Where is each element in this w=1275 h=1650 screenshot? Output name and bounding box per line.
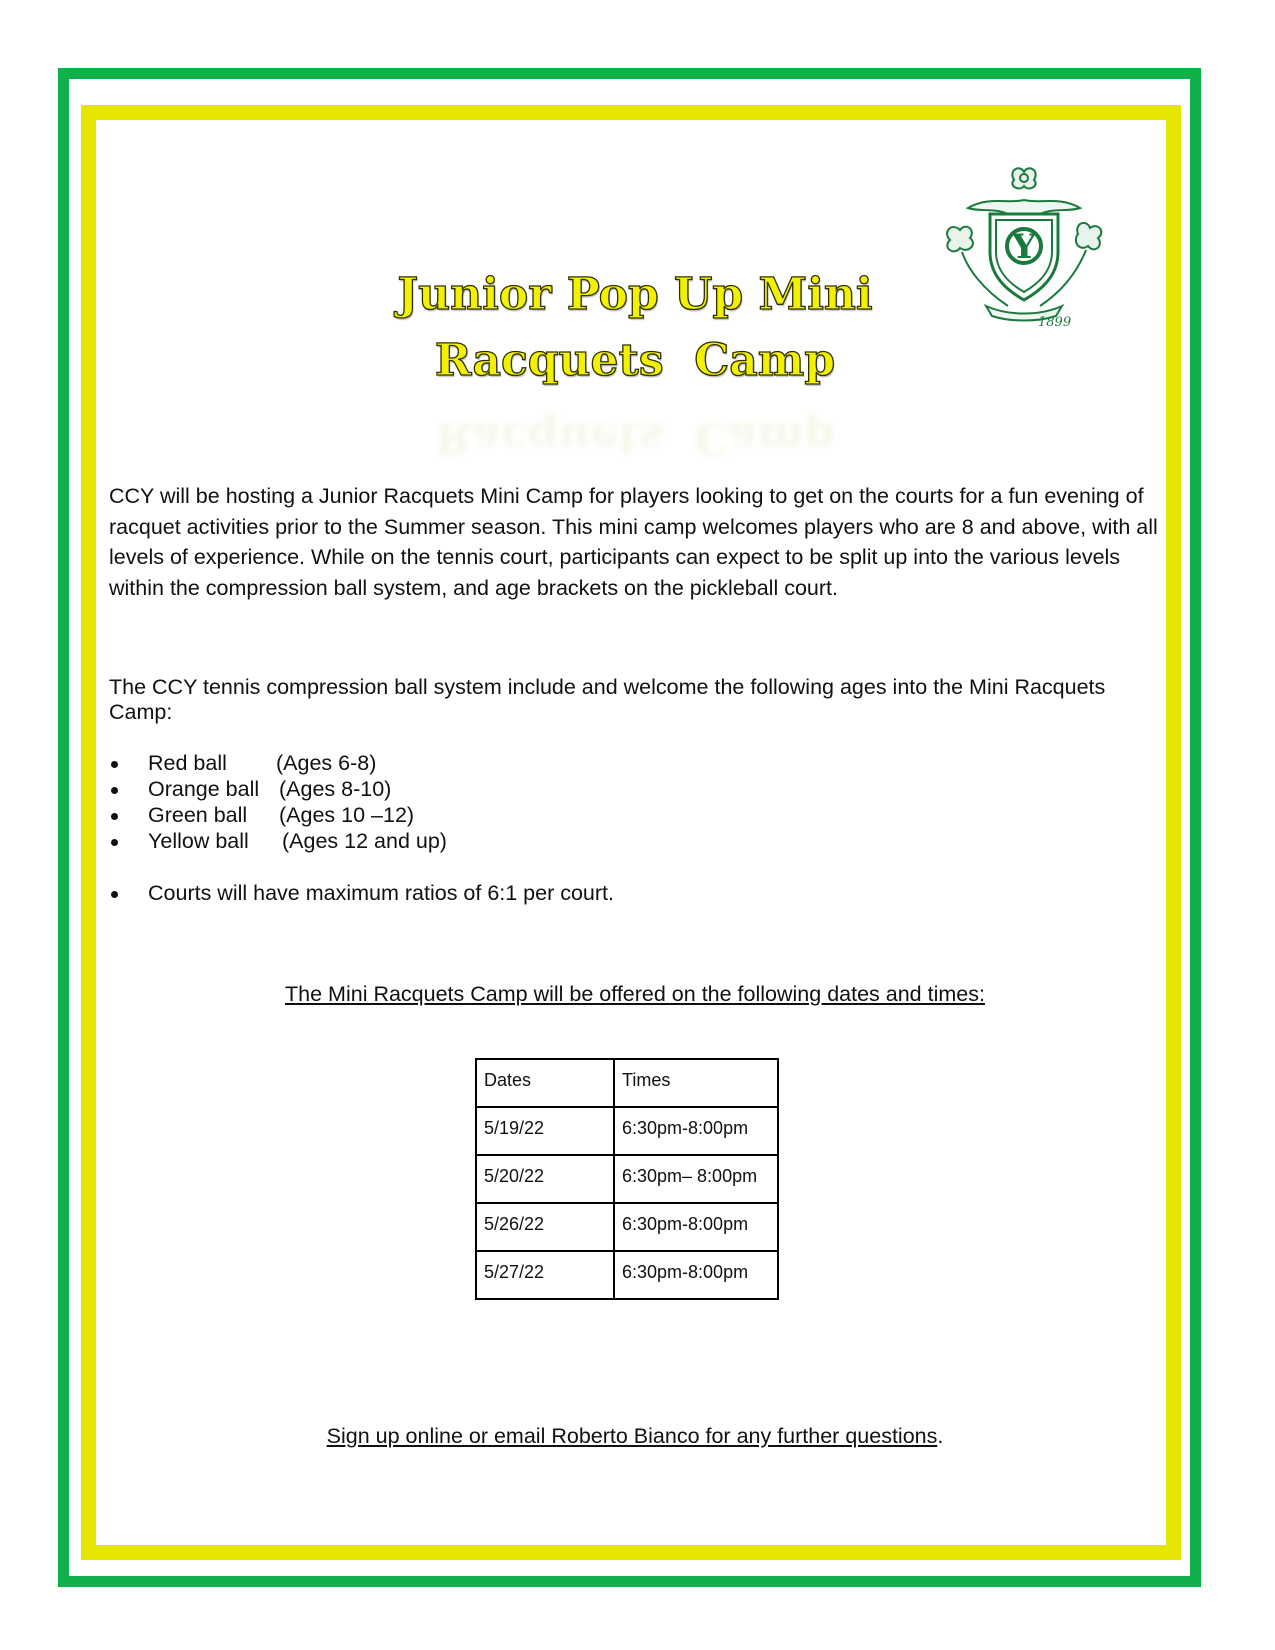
time-cell: 6:30pm– 8:00pm — [614, 1155, 778, 1203]
ball-ages: (Ages 12 and up) — [282, 829, 447, 853]
ball-name: Orange ball — [148, 777, 260, 801]
list-item — [109, 750, 909, 776]
ball-name: Yellow ball — [148, 829, 249, 853]
intro-paragraph: CCY will be hosting a Junior Racquets Mini Camp for players looking to get on the courts for a fun evening of racquet activities prior to the Summer season. This mini camp welcomes players who are 8 and above, with all levels of experience. While on the tennis court, participants can expect to be split up into the various levels within the compression ball system, and age brackets on the pickleball court. — [109, 484, 1158, 600]
table-row — [476, 1251, 778, 1299]
ball-list — [109, 750, 909, 854]
ratio-list — [109, 880, 614, 906]
signup-end: . — [937, 1424, 944, 1448]
header-dates: Dates — [476, 1059, 614, 1107]
date-cell: 5/27/22 — [476, 1251, 614, 1299]
time-cell: 6:30pm-8:00pm — [614, 1203, 778, 1251]
title-reflection-line: Racquets Camp — [434, 412, 836, 463]
table-row — [476, 1107, 778, 1155]
ball-ages: (Ages 10 –12) — [279, 803, 415, 827]
crest-year: 1899 — [1038, 315, 1072, 330]
header-times: Times — [614, 1059, 778, 1107]
ball-name: Red ball — [148, 751, 227, 775]
table-row — [476, 1155, 778, 1203]
title-reflection — [350, 370, 920, 470]
ball-ages: (Ages 8-10) — [279, 777, 392, 801]
list-item — [109, 776, 909, 802]
date-cell: 5/20/22 — [476, 1155, 614, 1203]
title-line-2: Racquets Camp — [434, 335, 836, 386]
schedule-heading: The Mini Racquets Camp will be offered on the following dates and times: — [285, 982, 985, 1006]
time-cell: 6:30pm-8:00pm — [614, 1251, 778, 1299]
table-row — [476, 1203, 778, 1251]
title-line-1: Junior Pop Up Mini — [397, 269, 873, 320]
table-header-row — [476, 1059, 778, 1107]
ratio-note: Courts will have maximum ratios of 6:1 per court. — [109, 880, 614, 906]
ccy-crest-icon — [928, 160, 1118, 330]
signup-note — [180, 1424, 1090, 1449]
ball-system-intro: The CCY tennis compression ball system include and welcome the following ages into the Mini Racquets Camp: — [109, 675, 1106, 724]
time-cell: 6:30pm-8:00pm — [614, 1107, 778, 1155]
ball-name: Green ball — [148, 803, 248, 827]
ball-ages: (Ages 6-8) — [276, 751, 377, 775]
list-item — [109, 828, 909, 854]
svg-text:Y: Y — [1011, 227, 1037, 267]
schedule-table — [475, 1058, 779, 1300]
signup-link[interactable]: Sign up online or email Roberto Bianco for any further questions — [326, 1424, 938, 1448]
list-item — [109, 802, 909, 828]
date-cell: 5/26/22 — [476, 1203, 614, 1251]
date-cell: 5/19/22 — [476, 1107, 614, 1155]
